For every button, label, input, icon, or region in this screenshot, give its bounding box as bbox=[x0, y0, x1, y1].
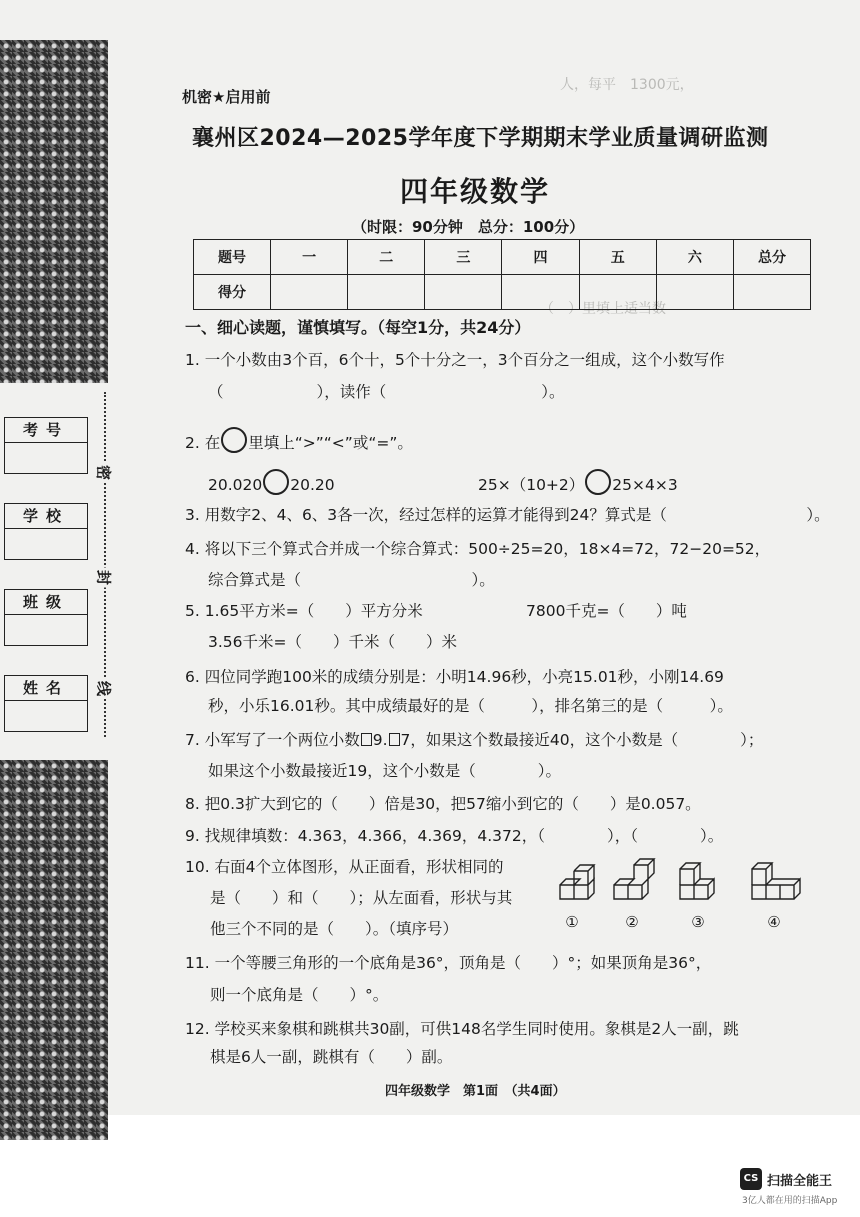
score-cell[interactable] bbox=[271, 275, 348, 310]
score-header-cell: 三 bbox=[425, 240, 502, 275]
question-12-line-2: 棋是6人一副，跳棋有（ ）副。 bbox=[210, 1048, 453, 1066]
question-4-line-2: 综合算式是（ ）。 bbox=[208, 571, 495, 589]
cube-figure-2 bbox=[614, 859, 654, 899]
cube-figure-3 bbox=[680, 863, 714, 899]
figure-label-1: ① bbox=[565, 913, 579, 931]
scanner-watermark bbox=[740, 1168, 832, 1190]
score-header-cell: 题号 bbox=[194, 240, 271, 275]
cube-figure-4 bbox=[752, 863, 800, 899]
question-1-line-2: （ ），读作（ ）。 bbox=[208, 383, 565, 401]
question-7-line-1 bbox=[185, 730, 763, 750]
circle-blank-icon bbox=[221, 427, 247, 453]
question-7-mid: 9. bbox=[372, 731, 388, 749]
scanner-app-name: 扫描全能王 bbox=[767, 1173, 833, 1189]
seal-char-mi: 密 bbox=[94, 463, 115, 483]
question-7-suffix: 7，如果这个数最接近40，这个小数是（ ）； bbox=[400, 731, 764, 749]
cube-figures-drawing bbox=[556, 855, 818, 915]
exam-number-label: 考号 bbox=[5, 418, 87, 443]
compare-circle-blank[interactable] bbox=[263, 469, 289, 495]
binding-pattern-bottom bbox=[0, 760, 108, 1140]
score-cell[interactable] bbox=[579, 275, 656, 310]
question-10-line-1: 10. 右面4个立体图形，从正面看，形状相同的 bbox=[185, 858, 504, 876]
score-header-row bbox=[194, 240, 811, 275]
cube-figure-1 bbox=[560, 865, 594, 899]
question-11-line-1: 11. 一个等腰三角形的一个底角是36°，顶角是（ ）°；如果顶角是36°， bbox=[185, 954, 712, 972]
score-header-cell: 总分 bbox=[734, 240, 811, 275]
score-header-cell: 四 bbox=[502, 240, 579, 275]
name-label: 姓名 bbox=[5, 676, 87, 701]
confidential-mark: 机密★启用前 bbox=[182, 88, 271, 106]
section-1-title: 一、细心读题，谨慎填写。（每空1分，共24分） bbox=[185, 318, 531, 337]
score-cell[interactable] bbox=[656, 275, 733, 310]
compare-left-expression: 25×（10+2） bbox=[478, 476, 585, 494]
figure-label-4: ④ bbox=[767, 913, 781, 931]
bleed-through-text: （ ）里填上适当数 bbox=[540, 301, 666, 317]
question-5-part-2: 7800千克=（ ）吨 bbox=[526, 602, 687, 620]
score-table bbox=[193, 239, 811, 310]
figure-label-3: ③ bbox=[691, 913, 705, 931]
subject-title: 四年级数学 bbox=[400, 175, 551, 208]
question-2-item-2 bbox=[478, 469, 678, 495]
score-cell[interactable] bbox=[734, 275, 811, 310]
question-2 bbox=[185, 427, 413, 453]
compare-right-value: 20.20 bbox=[290, 476, 335, 494]
question-8: 8. 把0.3扩大到它的（ ）倍是30，把57缩小到它的（ ）是0.057。 bbox=[185, 795, 701, 813]
score-header-cell: 二 bbox=[348, 240, 425, 275]
compare-left-value: 20.020 bbox=[208, 476, 263, 494]
question-2-item-1 bbox=[208, 469, 335, 495]
question-11-line-2: 则一个底角是（ ）°。 bbox=[210, 986, 389, 1004]
question-10-line-2: 是（ ）和（ ）；从左面看，形状与其 bbox=[210, 889, 513, 907]
bleed-through-text: 人，每平 1300元， bbox=[560, 77, 694, 93]
question-3: 3. 用数字2、4、6、3各一次，经过怎样的运算才能得到24？算式是（ ）。 bbox=[185, 506, 830, 524]
page-footer: 四年级数学 第1面 （共4面） bbox=[385, 1084, 566, 1099]
exam-number-box bbox=[4, 417, 88, 474]
question-7-line-2: 如果这个小数最接近19，这个小数是（ ）。 bbox=[208, 762, 561, 780]
digit-box-icon bbox=[389, 733, 400, 746]
score-header-cell: 一 bbox=[271, 240, 348, 275]
score-cell[interactable] bbox=[502, 275, 579, 310]
digit-box-icon bbox=[361, 733, 372, 746]
score-cell[interactable] bbox=[425, 275, 502, 310]
compare-circle-blank[interactable] bbox=[585, 469, 611, 495]
question-7-prefix: 7. 小军写了一个两位小数 bbox=[185, 731, 360, 749]
binding-pattern-top bbox=[0, 40, 108, 383]
question-5-part-3: 3.56千米=（ ）千米（ ）米 bbox=[208, 633, 458, 651]
class-box bbox=[4, 589, 88, 646]
score-row-label: 得分 bbox=[194, 275, 271, 310]
seal-char-feng: 封 bbox=[94, 568, 115, 588]
question-10-line-3: 他三个不同的是（ ）。（填序号） bbox=[210, 920, 459, 938]
question-4-line-1: 4. 将以下三个算式合并成一个综合算式：500÷25=20，18×4=72，72−20=52， bbox=[185, 540, 771, 558]
question-1-line-1: 1. 一个小数由3个百，6个十，5个十分之一，3个百分之一组成，这个小数写作 bbox=[185, 351, 725, 369]
scanner-tagline: 3亿人都在用的扫描App bbox=[742, 1196, 838, 1206]
question-6-line-2: 秒，小乐16.01秒。其中成绩最好的是（ ），排名第三的是（ ）。 bbox=[208, 697, 733, 715]
seal-char-xian: 线 bbox=[94, 679, 115, 699]
school-label: 学校 bbox=[5, 504, 87, 529]
score-header-cell: 五 bbox=[579, 240, 656, 275]
score-value-row bbox=[194, 275, 811, 310]
question-6-line-1: 6. 四位同学跑100米的成绩分别是：小明14.96秒，小亮15.01秒，小刚14.69 bbox=[185, 668, 724, 686]
figure-label-2: ② bbox=[625, 913, 639, 931]
score-cell[interactable] bbox=[348, 275, 425, 310]
time-score-info: （时限：90分钟 总分：100分） bbox=[352, 218, 585, 236]
score-header-cell: 六 bbox=[656, 240, 733, 275]
question-9: 9. 找规律填数：4.363，4.366，4.369，4.372，（ ），（ ）。 bbox=[185, 827, 724, 845]
question-2-instruction: 里填上“>”“<”或“=”。 bbox=[248, 434, 413, 452]
question-5-part-1: 5. 1.65平方米=（ ）平方分米 bbox=[185, 602, 423, 620]
name-box bbox=[4, 675, 88, 732]
question-12-line-1: 12. 学校买来象棋和跳棋共30副，可供148名学生同时使用。象棋是2人一副，跳 bbox=[185, 1020, 739, 1038]
camscanner-logo-icon: CS bbox=[740, 1168, 762, 1190]
question-2-prefix: 2. 在 bbox=[185, 434, 221, 452]
compare-right-expression: 25×4×3 bbox=[612, 476, 678, 494]
class-label: 班级 bbox=[5, 590, 87, 615]
exam-title: 襄州区2024—2025学年度下学期期末学业质量调研监测 bbox=[192, 126, 769, 151]
school-box bbox=[4, 503, 88, 560]
cube-figures bbox=[556, 855, 818, 933]
